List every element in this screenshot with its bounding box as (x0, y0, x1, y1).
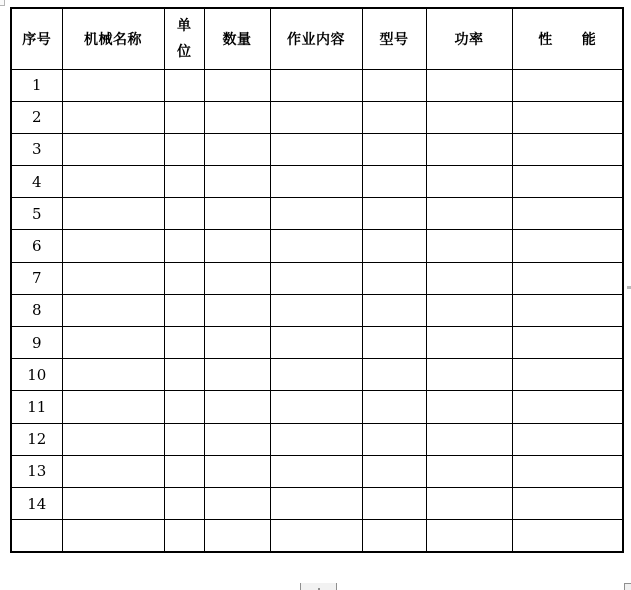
data-cell[interactable] (164, 230, 204, 262)
data-cell[interactable] (164, 166, 204, 198)
data-cell[interactable] (426, 69, 512, 101)
data-cell[interactable] (270, 262, 362, 294)
data-cell[interactable] (204, 230, 270, 262)
row-number-cell[interactable]: 5 (11, 198, 62, 230)
data-cell[interactable] (362, 423, 426, 455)
data-cell[interactable] (362, 262, 426, 294)
row-number-cell[interactable]: 2 (11, 101, 62, 133)
data-cell[interactable] (270, 69, 362, 101)
data-cell[interactable] (62, 520, 164, 552)
data-cell[interactable] (164, 69, 204, 101)
data-cell[interactable] (62, 455, 164, 487)
data-cell[interactable] (62, 133, 164, 165)
data-cell[interactable] (164, 262, 204, 294)
data-cell[interactable] (512, 520, 623, 552)
data-cell[interactable] (512, 198, 623, 230)
data-cell[interactable] (62, 69, 164, 101)
data-cell[interactable] (204, 198, 270, 230)
data-cell[interactable] (426, 455, 512, 487)
row-number-cell[interactable] (11, 520, 62, 552)
header-cell-power[interactable] (426, 8, 512, 69)
data-cell[interactable] (426, 166, 512, 198)
data-cell[interactable] (270, 520, 362, 552)
header-label-serial: 序号 (22, 30, 52, 47)
table-row (11, 520, 623, 552)
data-cell[interactable] (270, 327, 362, 359)
table-row (11, 294, 623, 326)
data-cell[interactable] (62, 423, 164, 455)
data-cell[interactable] (362, 487, 426, 519)
data-cell[interactable] (512, 423, 623, 455)
data-cell[interactable] (512, 327, 623, 359)
data-cell[interactable] (512, 133, 623, 165)
data-cell[interactable] (426, 198, 512, 230)
data-cell[interactable] (164, 455, 204, 487)
data-cell[interactable] (62, 487, 164, 519)
table-row (11, 69, 623, 101)
row-number-cell[interactable]: 1 (11, 69, 62, 101)
table-row (11, 359, 623, 391)
data-cell[interactable] (270, 198, 362, 230)
data-cell[interactable] (362, 520, 426, 552)
data-cell[interactable] (164, 294, 204, 326)
data-cell[interactable] (270, 230, 362, 262)
data-cell[interactable] (62, 101, 164, 133)
data-cell[interactable] (204, 391, 270, 423)
header-label-work-content: 作业内容 (287, 30, 345, 47)
header-label-quantity: 数量 (222, 30, 252, 47)
row-number-cell[interactable]: 12 (11, 423, 62, 455)
data-cell[interactable] (362, 101, 426, 133)
data-cell[interactable] (62, 262, 164, 294)
table-row (11, 198, 623, 230)
data-cell[interactable] (426, 327, 512, 359)
row-number-cell[interactable]: 11 (11, 391, 62, 423)
table-body (11, 69, 623, 552)
data-cell[interactable] (204, 487, 270, 519)
data-cell[interactable] (270, 455, 362, 487)
data-cell[interactable] (512, 391, 623, 423)
data-cell[interactable] (512, 101, 623, 133)
header-cell-machine-name[interactable] (62, 8, 164, 69)
data-cell[interactable] (426, 520, 512, 552)
data-cell[interactable] (426, 423, 512, 455)
data-cell[interactable] (204, 327, 270, 359)
data-cell[interactable] (204, 359, 270, 391)
data-cell[interactable] (426, 487, 512, 519)
data-cell[interactable] (362, 69, 426, 101)
data-cell[interactable] (512, 166, 623, 198)
data-cell[interactable] (512, 455, 623, 487)
header-label-performance: 性 能 (538, 30, 597, 47)
data-cell[interactable] (62, 166, 164, 198)
data-cell[interactable] (426, 262, 512, 294)
row-number-cell[interactable]: 6 (11, 230, 62, 262)
row-number-cell[interactable]: 4 (11, 166, 62, 198)
data-cell[interactable] (512, 487, 623, 519)
data-cell[interactable] (62, 391, 164, 423)
table-row (11, 423, 623, 455)
data-cell[interactable] (270, 294, 362, 326)
header-cell-model[interactable] (362, 8, 426, 69)
data-cell[interactable] (270, 166, 362, 198)
data-cell[interactable] (512, 230, 623, 262)
header-cell-unit[interactable] (164, 8, 204, 69)
data-cell[interactable] (512, 262, 623, 294)
data-cell[interactable] (362, 133, 426, 165)
row-number-cell[interactable]: 10 (11, 359, 62, 391)
data-cell[interactable] (62, 327, 164, 359)
table-row (11, 262, 623, 294)
table-row (11, 455, 623, 487)
data-cell[interactable] (164, 487, 204, 519)
data-cell[interactable] (362, 230, 426, 262)
header-label-power: 功率 (454, 30, 484, 47)
data-cell[interactable] (204, 133, 270, 165)
data-cell[interactable] (426, 101, 512, 133)
data-cell[interactable] (426, 230, 512, 262)
data-cell[interactable] (270, 133, 362, 165)
data-cell[interactable] (362, 391, 426, 423)
data-cell[interactable] (62, 230, 164, 262)
machinery-table (10, 7, 624, 553)
data-cell[interactable] (270, 423, 362, 455)
table-row (11, 101, 623, 133)
data-cell[interactable] (426, 294, 512, 326)
data-cell[interactable] (270, 101, 362, 133)
table-row (11, 327, 623, 359)
data-cell[interactable] (164, 423, 204, 455)
data-cell[interactable] (164, 391, 204, 423)
data-cell[interactable] (426, 391, 512, 423)
data-cell[interactable] (164, 327, 204, 359)
header-label-model: 型号 (379, 30, 409, 47)
row-number-cell[interactable]: 13 (11, 455, 62, 487)
header-cell-quantity[interactable] (204, 8, 270, 69)
data-cell[interactable] (512, 294, 623, 326)
data-cell[interactable] (204, 166, 270, 198)
data-cell[interactable] (164, 101, 204, 133)
data-cell[interactable] (164, 133, 204, 165)
data-cell[interactable] (164, 198, 204, 230)
data-cell[interactable] (204, 262, 270, 294)
header-row (11, 8, 623, 69)
data-cell[interactable] (362, 327, 426, 359)
table-move-handle-icon[interactable] (0, 0, 5, 6)
data-cell[interactable] (512, 69, 623, 101)
table-row (11, 133, 623, 165)
data-cell[interactable] (204, 455, 270, 487)
data-cell[interactable] (362, 455, 426, 487)
scrollbar-edge-mark (627, 286, 631, 289)
data-cell[interactable] (270, 487, 362, 519)
row-number-cell[interactable]: 8 (11, 294, 62, 326)
header-label-unit: 单位 (176, 16, 191, 59)
data-cell[interactable] (62, 294, 164, 326)
data-cell[interactable] (426, 133, 512, 165)
data-cell[interactable] (362, 359, 426, 391)
data-cell[interactable] (362, 166, 426, 198)
data-cell[interactable] (512, 359, 623, 391)
data-cell[interactable] (204, 423, 270, 455)
header-cell-performance[interactable] (512, 8, 623, 69)
data-cell[interactable] (164, 359, 204, 391)
header-label-machine-name: 机械名称 (84, 30, 142, 47)
data-cell[interactable] (164, 520, 204, 552)
data-cell[interactable] (270, 391, 362, 423)
data-cell[interactable] (362, 198, 426, 230)
table-row (11, 487, 623, 519)
data-cell[interactable] (270, 359, 362, 391)
data-cell[interactable] (62, 198, 164, 230)
header-cell-serial[interactable] (11, 8, 62, 69)
data-cell[interactable] (62, 359, 164, 391)
table-row (11, 391, 623, 423)
data-cell[interactable] (204, 520, 270, 552)
header-cell-work-content[interactable] (270, 8, 362, 69)
data-cell[interactable] (204, 294, 270, 326)
table-header (11, 8, 623, 69)
data-cell[interactable] (362, 294, 426, 326)
row-number-cell[interactable]: 14 (11, 487, 62, 519)
data-cell[interactable] (426, 359, 512, 391)
table-row (11, 166, 623, 198)
row-number-cell[interactable]: 7 (11, 262, 62, 294)
table-resize-handle-icon[interactable] (624, 583, 631, 590)
horizontal-scrollbar-thumb[interactable] (300, 583, 337, 590)
row-number-cell[interactable]: 3 (11, 133, 62, 165)
data-cell[interactable] (204, 101, 270, 133)
table-row (11, 230, 623, 262)
data-cell[interactable] (204, 69, 270, 101)
row-number-cell[interactable]: 9 (11, 327, 62, 359)
